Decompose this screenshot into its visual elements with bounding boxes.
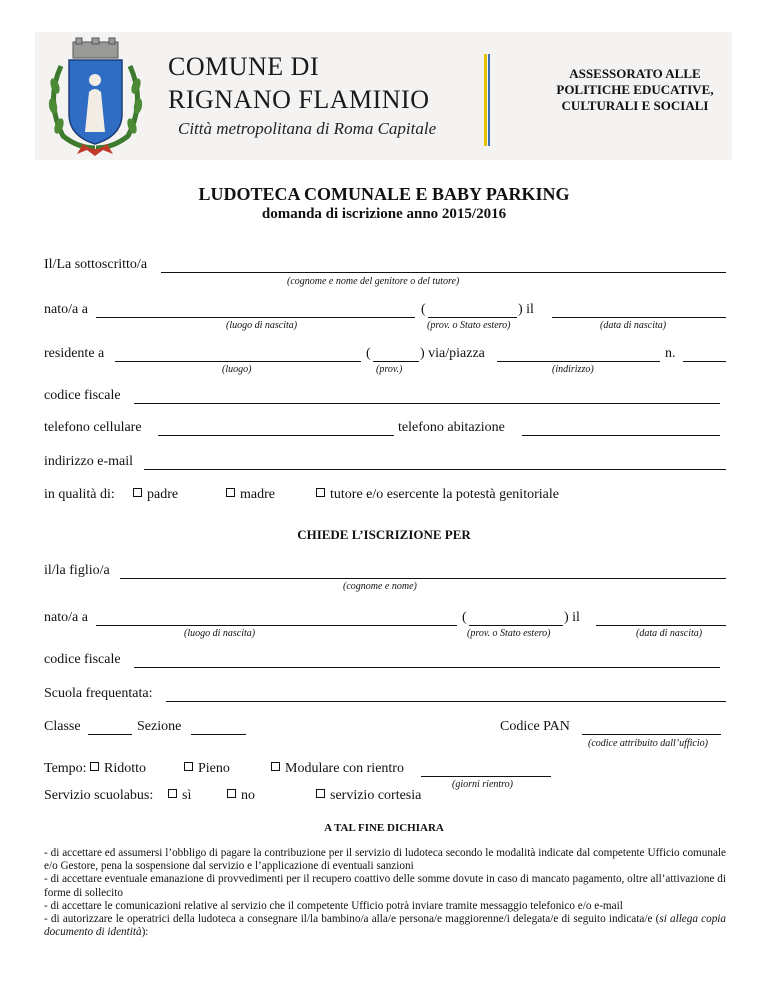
form-subtitle: domanda di iscrizione anno 2015/2016	[261, 206, 507, 222]
il-label: ) il	[518, 302, 534, 317]
email-input[interactable]	[144, 469, 726, 470]
schoolbus-option-si[interactable]	[168, 788, 191, 804]
role-label: in qualità di:	[44, 487, 115, 502]
child-tax-code-input[interactable]	[134, 667, 720, 668]
street-number-input[interactable]	[683, 361, 726, 362]
time-label: Tempo:	[44, 761, 87, 776]
sottoscritto-caption: (cognome e nome del genitore o del tutore)	[287, 276, 460, 287]
birthdate-input[interactable]	[552, 317, 726, 318]
residence-province-input[interactable]	[373, 361, 419, 362]
email-label: indirizzo e-mail	[44, 454, 134, 469]
role-option-label: padre	[147, 487, 179, 502]
child-birthplace-input[interactable]	[96, 625, 457, 626]
department-line: POLITICHE EDUCATIVE,	[556, 82, 714, 97]
child-birthplace-label: nato/a a	[44, 610, 88, 625]
declaration-item: - di accettare ed assumersi l’obbligo di pagare la contribuzione per il servizio di ludoteca secondo le modalità indicate dal competente Ufficio comunale e/o Gestore, pena la sospensione dal servizio e l’applicazione di eventuali sanzioni	[44, 847, 726, 873]
role-option-label: tutore e/o esercente la potestà genitoriale	[330, 487, 559, 502]
declaration-italic-note: si allega copia documento di identità	[44, 913, 727, 939]
street-input[interactable]	[497, 361, 660, 362]
school-label: Scuola frequentata:	[44, 686, 153, 701]
street-number-label: n.	[665, 346, 676, 361]
pan-code-label: Codice PAN	[500, 719, 570, 734]
child-name-label: il/la figlio/a	[44, 563, 110, 578]
coat-of-arms-icon	[43, 36, 148, 158]
caption-place: (luogo)	[222, 364, 252, 375]
checkbox-icon	[316, 488, 325, 497]
child-birthdate-input[interactable]	[596, 625, 726, 626]
schoolbus-option-label: servizio cortesia	[330, 788, 422, 803]
request-section-title: CHIEDE L’ISCRIZIONE PER	[297, 527, 471, 542]
form-title: LUDOTECA COMUNALE E BABY PARKING	[198, 184, 570, 204]
caption-address: (indirizzo)	[552, 364, 594, 375]
role-option-padre[interactable]	[133, 487, 178, 503]
birthplace-input[interactable]	[96, 317, 415, 318]
return-days-input[interactable]	[421, 776, 551, 777]
municipality-subtitle: Città metropolitana di Roma Capitale	[178, 119, 437, 138]
declaration-item	[44, 913, 726, 939]
checkbox-icon	[90, 762, 99, 771]
time-option-modulare[interactable]	[271, 761, 404, 777]
school-input[interactable]	[166, 701, 726, 702]
schoolbus-option-label: sì	[182, 788, 192, 803]
time-option-label: Modulare con rientro	[285, 761, 404, 776]
schoolbus-label: Servizio scuolabus:	[44, 788, 154, 803]
department-name	[540, 66, 730, 114]
residence-label: residente a	[44, 346, 105, 361]
birth-province-input[interactable]	[428, 317, 517, 318]
home-phone-input[interactable]	[522, 435, 720, 436]
class-label: Classe	[44, 719, 81, 734]
tax-code-label: codice fiscale	[44, 388, 121, 403]
birthplace-label: nato/a a	[44, 302, 88, 317]
caption-child-province: (prov. o Stato estero)	[467, 628, 551, 639]
municipality-name-line1: COMUNE DI	[168, 52, 320, 81]
brand-stripe-blue	[488, 54, 490, 146]
checkbox-icon	[226, 488, 235, 497]
declaration-text: - di autorizzare le operatrici della ludoteca a consegnare il/la bambino/a alla/e persona/e maggiorenne/i delegata/e di seguito indicata/e (	[44, 913, 660, 926]
schoolbus-option-label: no	[241, 788, 255, 803]
time-option-ridotto[interactable]	[90, 761, 146, 777]
checkbox-icon	[168, 789, 177, 798]
caption-birthplace: (luogo di nascita)	[226, 320, 298, 331]
checkbox-icon	[184, 762, 193, 771]
child-name-input[interactable]	[120, 578, 726, 579]
sottoscritto-input[interactable]	[161, 272, 726, 273]
checkbox-icon	[316, 789, 325, 798]
checkbox-icon	[133, 488, 142, 497]
time-option-label: Ridotto	[104, 761, 147, 776]
declaration-item: - di accettare eventuale emanazione di provvedimenti per il recupero coattivo delle somme dovute in caso di mancato pagamento, oltre all’attivazione di forme di sollecito	[44, 873, 726, 899]
section-label: Sezione	[137, 719, 182, 734]
mobile-phone-input[interactable]	[158, 435, 394, 436]
caption-province-short: (prov.)	[376, 364, 403, 375]
class-input[interactable]	[88, 734, 132, 735]
declarations-list	[44, 847, 726, 939]
pan-code-caption: (codice attribuito dall’ufficio)	[588, 738, 708, 749]
mobile-phone-label: telefono cellulare	[44, 420, 142, 435]
role-option-tutore[interactable]	[316, 487, 559, 503]
residence-input[interactable]	[115, 361, 361, 362]
child-tax-code-label: codice fiscale	[44, 652, 121, 667]
checkbox-icon	[271, 762, 280, 771]
return-days-caption: (giorni rientro)	[452, 779, 514, 790]
declaration-item: - di accettare le comunicazioni relative al servizio che il competente Ufficio potrà inviare tramite messaggio telefonico e/o e-mail	[44, 899, 623, 912]
child-birth-province-input[interactable]	[469, 625, 563, 626]
pan-code-input[interactable]	[582, 734, 721, 735]
time-option-pieno[interactable]	[184, 761, 230, 777]
department-line: CULTURALI E SOCIALI	[561, 98, 709, 113]
il-label: ) il	[564, 610, 580, 625]
paren-open: (	[421, 302, 426, 317]
time-option-label: Pieno	[198, 761, 230, 776]
caption-province: (prov. o Stato estero)	[427, 320, 511, 331]
declaration-end: ):	[141, 926, 149, 939]
schoolbus-option-no[interactable]	[227, 788, 255, 804]
section-input[interactable]	[191, 734, 246, 735]
home-phone-label: telefono abitazione	[398, 420, 505, 435]
child-name-caption: (cognome e nome)	[343, 581, 417, 592]
paren-open: (	[462, 610, 467, 625]
caption-child-birthdate: (data di nascita)	[636, 628, 703, 639]
municipality-name-line2: RIGNANO FLAMINIO	[168, 85, 430, 114]
schoolbus-option-cortesia[interactable]	[316, 788, 421, 804]
letterhead	[35, 32, 732, 160]
tax-code-input[interactable]	[134, 403, 720, 404]
role-option-madre[interactable]	[226, 487, 275, 503]
role-option-label: madre	[240, 487, 275, 502]
caption-child-birthplace: (luogo di nascita)	[184, 628, 256, 639]
declaration-section-title: A TAL FINE DICHIARA	[324, 822, 444, 834]
caption-birthdate: (data di nascita)	[600, 320, 667, 331]
checkbox-icon	[227, 789, 236, 798]
street-label: ) via/piazza	[420, 346, 485, 361]
brand-stripe	[484, 54, 487, 146]
department-line: ASSESSORATO ALLE	[569, 66, 701, 81]
sottoscritto-label: Il/La sottoscritto/a	[44, 257, 148, 272]
paren-open: (	[366, 346, 371, 361]
